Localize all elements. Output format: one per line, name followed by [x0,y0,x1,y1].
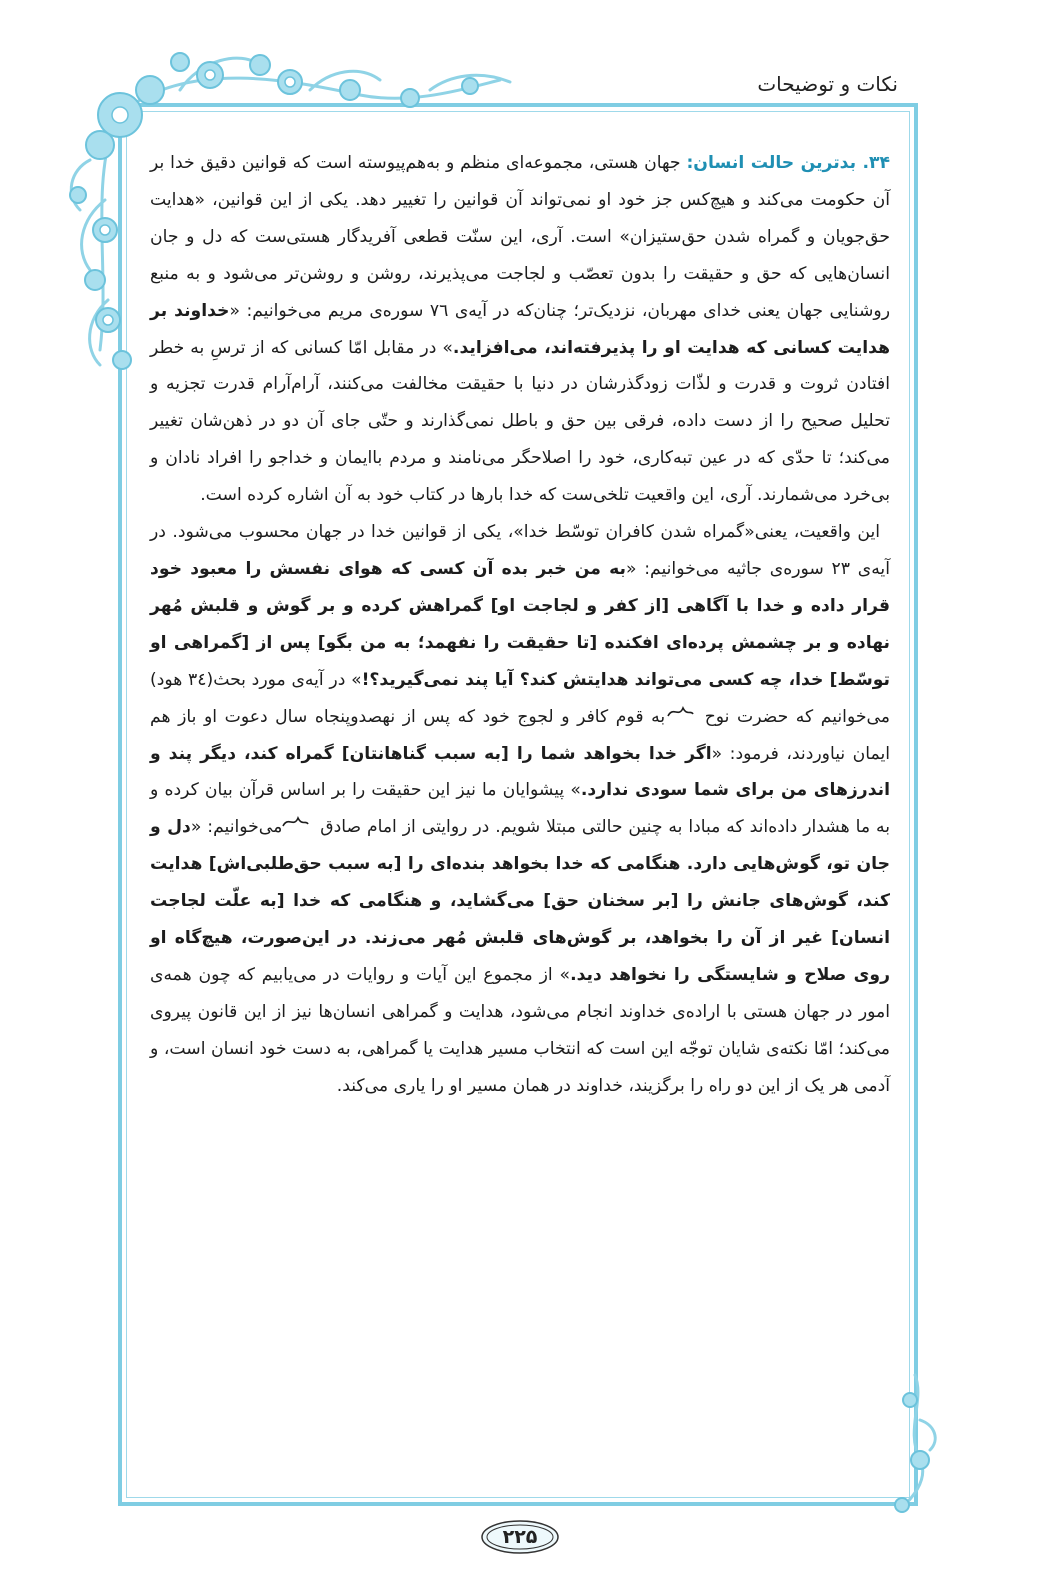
page-number: ۲۲۵ [502,1526,538,1548]
body-text: » پیشوایان ما نیز این حقیقت را بر اساس قرآن بیان کرده و به ما هشدار داده‌اند که مبادا به چنین حالتی مبتلا شویم. در روایتی از امام صادق [150,780,890,838]
honorific-mark-icon [280,812,310,832]
quran-quote: اگر خدا بخواهد شما را [به سبب گناهانتان] گمراه کند، دیگر پند و اندرزهای من برای شما سودی ندارد. [150,743,890,801]
salutation-glyph [288,809,320,846]
body-text: جهان هستی، مجموعه‌ای منظم و به‌هم‌پیوسته است که قوانین دقیق خدا بر آن حکومت می‌کند و هیچ‌کس جز خود او نمی‌تواند آن قوانین را تغییر دهد. یکی از این قوانین، «هدایت حق‌جویان و گمراه شدن حق‌ستیزان» است. آری، این سنّت قطعی آفریدگار هستی‌ست که دل و جان انسان‌هایی که حق و حقیقت را بدون تعصّب و لجاجت می‌پذیرند، روشن و روشن‌تر می‌شود و به منبع روشنایی جهان یعنی خدای مهربان، نزدیک‌تر؛ چنان‌که در آیه‌ی ٧٦ سوره‌ی مریم می‌خوانیم: « [150,153,890,321]
quran-quote: خداوند بر هدایت کسانی که هدایت او را پذیرفته‌اند، می‌افزاید. [150,300,890,358]
salutation-glyph [673,699,705,736]
honorific-mark-icon [665,702,695,722]
page-number-badge [478,1518,562,1556]
paragraph [150,145,890,514]
floral-ornament-bottom-right [880,1370,960,1520]
section-heading: ۳۴. بدترین حالت انسان: [686,153,891,173]
body-text: » در مقابل امّا کسانی که از ترسِ به خطر افتادن ثروت و قدرت و لذّات زودگذرشان در دنیا با حقیقت مخالفت می‌کنند، آرام‌آرام قدرت تجزیه و تحلیل صحیح را از دست داده، فرقی بین حق و باطل نمی‌گذارند و حتّی جای آن دو در ذهن‌شان تغییر می‌کند؛ تا حدّی که در عین تبه‌کاری، خود را اصلاحگر می‌نامند و مردم باایمان و خداجو را افراد نادان و بی‌خرد می‌شمارند. آری، این واقعیت تلخی‌ست که خدا بارها در کتاب خود به آن اشاره کرده است. [150,337,890,506]
body-text: به قوم کافر و لجوج خود که پس از نهصدوپنجاه سال دعوت او باز هم ایمان نیاوردند، فرمود: « [150,706,890,764]
page-header-title: نکات و توضیحات [757,72,898,96]
body-text: می‌خوانیم: « [190,817,289,838]
body-text: » در آیه‌ی مورد بحث(۳٤ هود) می‌خوانیم که حضرت نوح [150,669,890,727]
paragraph [150,514,890,1105]
body-text: این واقعیت، یعنی«گمراه شدن کافران توسّط خدا»، یکی از قوانین خدا در جهان محسوب می‌شود. در آیه‌ی ۲۳ سوره‌ی جاثیه می‌خوانیم: « [150,522,890,579]
hadith-quote: دل و جان تو، گوش‌هایی دارد. هنگامی که خدا بخواهد بنده‌ای را [به سبب حق‌طلبی‌اش] هدایت کند، گوش‌های جانش را [بر سخنان حق] می‌گشاید، و هنگامی که خدا [به علّت لجاجت انسان] غیر از آن را بخواهد، بر گوش‌های قلبش مُهر می‌زند. در این‌صورت، هیچ‌گاه او روی صلاح و شایستگی را نخواهد دید. [150,817,890,985]
quran-quote: به من خبر بده آن کسی که هوای نفسش را معبود خود قرار داده و خدا با آگاهی [از کفر و لجاجت او] گمراهش کرده و بر گوش و قلبش مُهر نهاده و بر چشمش پرده‌ای افکنده [تا حقیقت را نفهمد؛ به من بگو] پس از [گمراهی او توسّط] خدا، چه کسی می‌تواند هدایتش کند؟ آیا پند نمی‌گیرید؟! [150,558,890,690]
body-text: » از مجموع این آیات و روایات در می‌یابیم که چون همه‌ی امور در جهان هستی با اراده‌ی خداوند انجام می‌شود، هدایت و گمراهی انسان‌ها نیز از این قانون پیروی می‌کند؛ امّا نکته‌ی شایان توجّه این است که انتخاب مسیر هدایت یا گمراهی، به دست خود انسان است، و آدمی هر یک از این دو راه را برگزیند، خداوند در همان مسیر او را یاری می‌کند. [150,964,890,1096]
page-body [150,145,890,1105]
